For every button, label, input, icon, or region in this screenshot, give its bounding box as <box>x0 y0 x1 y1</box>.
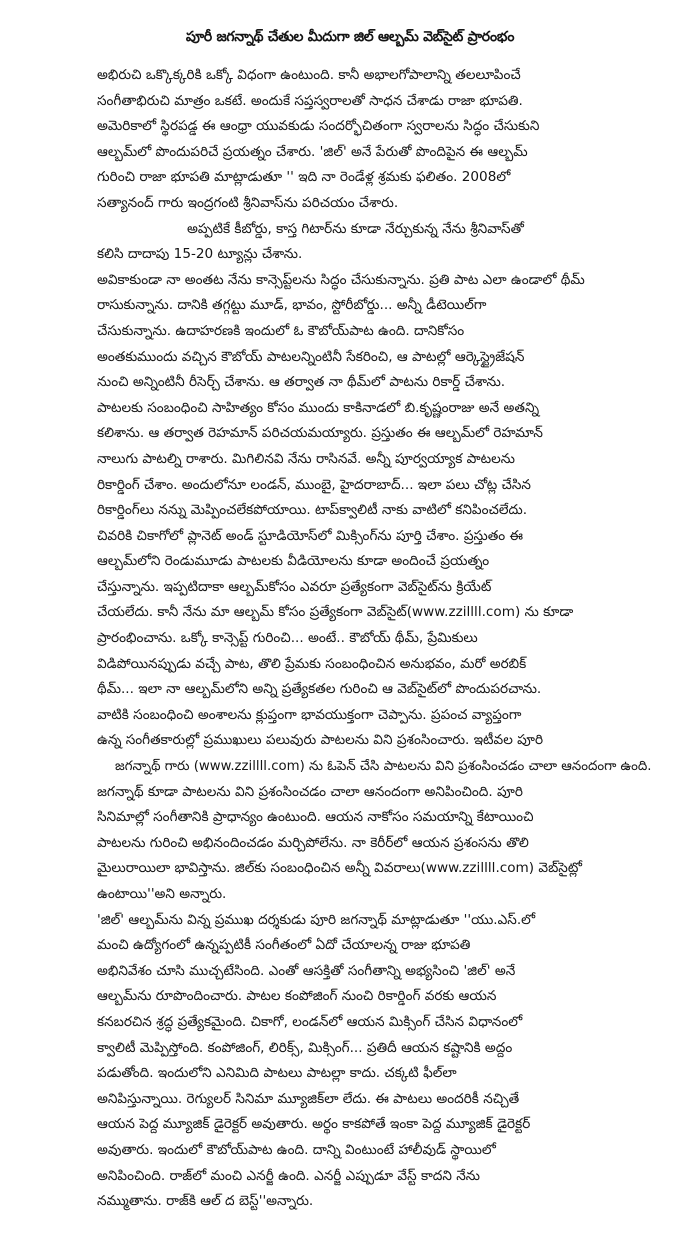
article-line: చేస్తున్నాను. ఇప్పటిదాకా ఆల్బమ్‌కోసం ఎవరూ ప్రత్యేకంగా వెబ్‌సైట్‌ను క్రియేట్ <box>97 578 492 595</box>
article-body <box>97 63 663 1240</box>
article-line: క్వాలిటీ మెప్పిస్తోంది. కంపోజింగ్, లిరిక్స్, మిక్సింగ్... ప్రతిదీ ఆయన కష్టానికి అద్దం <box>97 1039 513 1056</box>
article-line: ఆల్బమ్‌లోని రెండుమూడు పాటలకు వీడియోలను కూడా అందించే ప్రయత్నం <box>97 553 490 570</box>
article-line: సినిమాల్లో సంగీతానికి ప్రాధాన్యం ఉంటుంది. ఆయన నాకోసం సమయాన్ని కేటాయించి <box>97 809 534 826</box>
article-line: థీమ్... ఇలా నా ఆల్బమ్‌లోని అన్ని ప్రత్యేకతల గురించి ఆ వెబ్‌సైట్‌లో పొందుపరచాను. <box>97 681 542 698</box>
article-line: మైలురాయిలా భావిస్తాను. జిల్‌కు సంబంధించిన అన్నీ వివరాలు(www.zzillll.com) వెబ్‌సైట్లో <box>97 860 582 877</box>
article-line: అనిపిస్తున్నాయి. రెగ్యులర్ సినిమా మ్యూజిక్‌లా లేదు. ఈ పాటలు అందరికీ నచ్చితే <box>97 1090 520 1107</box>
article-line: అభిరుచి ఒక్కొక్కరికి ఒక్కో విధంగా ఉంటుంది. కానీ అభాలగోపాలాన్ని తలలూపించే <box>97 67 521 83</box>
article-line: కలిశాను. ఆ తర్వాత రెహమాన్ పరిచయమయ్యారు. ప్రస్తుతం ఈ ఆల్బమ్‌లో రెహమాన్ <box>97 425 543 442</box>
article-line: మంచి ఉద్యోగంలో ఉన్నప్పటికీ సంగీతంలో ఏదో చేయాలన్న రాజు భూపతి <box>97 937 471 954</box>
article-line: అభినివేశం చూసి ముచ్చటేసింది. ఎంతో ఆసక్తితో సంగీతాన్ని అభ్యసించి 'జిల్' అనే <box>97 962 516 979</box>
article-line: అవుతారు. ఇందులో కౌబోయ్‌పాట ఉంది. దాన్ని వింటుంటే హాలీవుడ్ స్థాయిలో <box>97 1141 496 1158</box>
article-line: నాలుగు పాటల్ని రాశారు. మిగిలినవి నేను రాసినవే. అన్నీ పూర్వయ్యాక పాటలను <box>97 450 516 467</box>
article-line: చేయలేదు. కానీ నేను మా ఆల్బమ్ కోసం ప్రత్యేకంగా వెబ్‌సైట్(www.zzillll.com) ను కూడా <box>97 604 574 621</box>
article-line: కలిసి దాదాపు 15-20 ట్యూన్లు చేశాను. <box>97 246 303 263</box>
article-line: విడిపోయినప్పుడు వచ్చే పాట, తొలి ప్రేమకు సంబంధించిన అనుభవం, మరో అరబిక్ <box>97 655 527 672</box>
article-headline: పూరీ జగన్నాథ్ చేతుల మీదుగా జిల్ ఆల్బమ్ వెబ్‌సైట్ ప్రారంభం <box>185 29 515 45</box>
article-line: సంగీతాభిరుచి మాత్రం ఒకటే. అందుకే సప్తస్వరాలతో సాధన చేశాడు రాజా భూపతి. <box>97 92 523 109</box>
article-line: చివరికి చికాగోలో ప్లానెట్ అండ్ స్టూడియోస్‌లో మిక్సింగ్‌ను పూర్తి చేశాం. ప్రస్తుతం ఈ <box>97 527 524 544</box>
article-line: అనిపించింది. రాజ్‌లో మంచి ఎనర్జీ ఉంది. ఎనర్జీ ఎప్పుడూ వేస్ట్ కాదని నేను <box>97 1167 480 1184</box>
article-line: పడుతోంది. ఇందులోని ఎనిమిది పాటలు పాటల్లా కాదు. చక్కటి ఫీల్‌లా <box>97 1065 457 1082</box>
article-line: జగన్నాథ్ గారు (www.zzillll.com) ను ఓపెన్ చేసి పాటలను విని ప్రశంసించడం చాలా ఆనందంగా ఉంది. <box>115 759 652 775</box>
article-line: ఆల్బమ్‌లో పొందుపరిచే ప్రయత్నం చేశారు. 'జిల్' అనే పేరుతో పొందిపైన ఈ ఆల్బమ్ <box>97 143 528 160</box>
article-line: సత్యానంద్ గారు ఇంద్రగంటి శ్రీనివాస్‌ను పరిచయం చేశారు. <box>97 194 399 211</box>
article-line: ప్రారంభించాను. ఒక్కో కాన్సెప్ట్ గురించి... అంటే.. కౌబోయ్ థీమ్, ప్రేమికులు <box>97 630 478 647</box>
article-line: ఉన్న సంగీతకారుల్లో ప్రముఖులు పలువురు పాటలను విని ప్రశంసించారు. ఇటీవల పూరి <box>97 732 544 749</box>
article-line: పాటలకు సంబంధించి సాహిత్యం కోసం ముందు కాకినాడలో బి.కృష్ణంరాజు అనే అతన్ని <box>97 399 540 416</box>
article-line: అంతకుముందు వచ్చిన కౌబోయ్ పాటలన్నింటినీ సేకరించి, ఆ పాటల్లో ఆర్కెస్ట్రైజేషన్ <box>97 348 525 365</box>
article-line: కనబరచిన శ్రద్ధ ప్రత్యేకమైంది. చికాగో, లండన్‌లో ఆయన మిక్సింగ్ చేసిన విధానంలో <box>97 1013 523 1030</box>
article-line: అప్పటికే కీబోర్డు, కాస్త గిటార్‌ను కూడా నేర్చుకున్న నేను శ్రీనివాస్‌తో <box>187 220 524 237</box>
article-line: అమెరికాలో స్థిరపడ్డ ఈ ఆంధ్రా యువకుడు సందర్భోచితంగా స్వరాలను సిద్ధం చేసుకుని <box>97 118 540 135</box>
article-line: పాటలను గురించి అభినందించడం మర్చిపోలేను. నా కెరీర్‌లో ఆయన ప్రశంసను తొలి <box>97 834 529 851</box>
article-line: జగన్నాథ్ కూడా పాటలను విని ప్రశంసించడం చాలా ఆనందంగా అనిపించింది. పూరి <box>97 783 523 800</box>
article-line: 'జిల్' ఆల్బమ్‌ను విన్న ప్రముఖ దర్శకుడు పూరి జగన్నాథ్ మాట్లాడుతూ ''యు.ఎస్.లో <box>97 911 536 928</box>
article-line: ఉంటాయి''అని అన్నారు. <box>97 886 227 902</box>
article-line: నుంచి అన్నింటినీ రీసెర్చ్ చేశాను. ఆ తర్వాత నా థీమ్‌లో పాటను రికార్డ్ చేశాను. <box>97 374 506 391</box>
article-line: గురించి రాజా భూపతి మాట్లాడుతూ '' ఇది నా రెండేళ్ల శ్రమకు ఫలితం. 2008లో <box>97 169 511 186</box>
article-line: నమ్ముతాను. రాజ్‌కి ఆల్ ద బెస్ట్''అన్నారు. <box>97 1193 314 1210</box>
article-line: అవికాకుండా నా అంతట నేను కాన్సెప్ట్‌లను సిద్ధం చేసుకున్నాను. ప్రతి పాట ఎలా ఉండాలో థీమ్ <box>97 271 585 288</box>
article-line: ఆల్బమ్‌ను రూపొందించారు. పాటల కంపోజింగ్ నుంచి రికార్డింగ్ వరకు ఆయన <box>97 988 497 1005</box>
article-line: రికార్డింగ్‌లు నన్ను మెప్పించలేకపోయాయి. టాప్‌క్వాలిటీ నాకు వాటిలో కనిపించలేదు. <box>97 502 528 519</box>
article-line: రికార్డింగ్ చేశాం. అందులోనూ లండన్, ముంబై, హైదరాబాద్... ఇలా పలు చోట్ల చేసిన <box>97 476 531 493</box>
article-line: చేసుకున్నాను. ఉదాహరణకి ఇందులో ఓ కౌబోయ్‌పాట ఉంది. దానికోసం <box>97 322 465 339</box>
article-line: ఆయన పెద్ద మ్యూజిక్ డైరెక్టర్ అవుతారు. అర్థం కాకపోతే ఇంకా పెద్ద మ్యూజిక్ డైరెక్టర్ <box>97 1116 531 1133</box>
article-line: రాసుకున్నాను. దానికి తగ్గట్టు మూడ్, భావం, స్టోరీబోర్డు... అన్నీ డీటెయిల్‌గా <box>97 297 487 314</box>
article-line <box>97 1215 663 1240</box>
article-line: వాటికి సంబంధించి అంశాలను క్లుప్తంగా భావయుక్తంగా చెప్పాను. ప్రపంచ వ్యాప్తంగా <box>97 706 522 723</box>
